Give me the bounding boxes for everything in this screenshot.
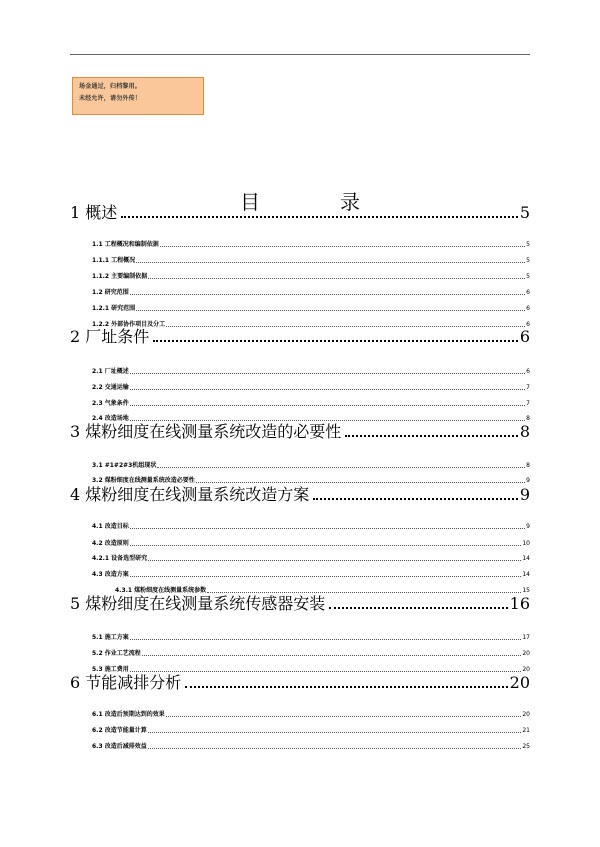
toc-leader-dots: [148, 732, 522, 733]
toc-page-number: 20: [522, 650, 530, 657]
toc-page-number: 20: [522, 666, 530, 673]
toc-leader-dots: [136, 262, 525, 263]
toc-chapter-entry[interactable]: [70, 594, 530, 614]
toc-leader-dots: [148, 278, 525, 279]
toc-entry-label: 5.1 施工方案: [92, 634, 129, 641]
toc-leader-dots: [166, 716, 522, 717]
toc-entry-label: 2 厂址条件: [70, 327, 150, 346]
toc-entry-label: 1.2.2 外部协作项目及分工: [92, 321, 166, 328]
toc-leader-dots: [130, 420, 525, 421]
toc-page-number: 21: [522, 727, 530, 734]
toc-entry-label: 1.1.2 主要编制依据: [92, 273, 148, 280]
toc-page-number: 5: [519, 203, 530, 222]
toc-entry-label: 2.1 厂址概述: [92, 368, 129, 375]
toc-page-number: 6: [526, 305, 530, 312]
toc-leader-dots: [130, 671, 522, 672]
toc-page-number: 15: [522, 587, 530, 594]
toc-entry-label: 4.3.1 煤粉细度在线测量系统参数: [115, 587, 207, 594]
toc-section-entry[interactable]: [70, 257, 530, 265]
toc-page-number: 20: [509, 673, 530, 692]
toc-entry-label: 4.3 改造方案: [92, 571, 129, 578]
toc-page-number: 16: [509, 594, 530, 613]
toc-chapter-entry[interactable]: [70, 422, 530, 442]
toc-entry-label: 3.2 煤粉细度在线测量系统改造必要性: [92, 477, 195, 484]
toc-page-number: 8: [526, 415, 530, 422]
toc-leader-dots: [130, 576, 522, 577]
toc-leader-dots: [130, 389, 525, 390]
toc-section-entry[interactable]: [70, 462, 530, 470]
toc-title-right: 录: [340, 190, 360, 214]
toc-page-number: 7: [526, 384, 530, 391]
toc-page-number: 20: [522, 711, 530, 718]
toc-entry-label: 5.3 施工费用: [92, 666, 129, 673]
toc-section-entry[interactable]: [70, 289, 530, 297]
toc-entry-label: 5 煤粉细度在线测量系统传感器安装: [70, 594, 326, 613]
toc-entry-label: 4.1 改造目标: [92, 523, 129, 530]
toc-chapter-entry[interactable]: [70, 485, 530, 505]
toc-page-number: 5: [526, 273, 530, 280]
toc-section-entry[interactable]: [70, 727, 530, 735]
toc-entry-label: 1.1 工程概况和编制依据: [92, 241, 159, 248]
toc-page-number: 6: [526, 321, 530, 328]
toc-page-number: 14: [522, 555, 530, 562]
toc-title-left: 目: [240, 190, 260, 214]
toc-leader-dots: [345, 435, 518, 437]
toc-page-number: 6: [526, 368, 530, 375]
toc-section-entry[interactable]: [70, 743, 530, 751]
toc-entry-label: 1.2.1 研究范围: [92, 305, 136, 312]
toc-entry-label: 6.2 改造节能量计算: [92, 727, 147, 734]
toc-leader-dots: [313, 498, 518, 500]
toc-entry-label: 3.1 #1#2#3机组现状: [92, 462, 157, 469]
toc-leader-dots: [130, 405, 525, 406]
toc-leader-dots: [207, 592, 521, 593]
toc-section-entry[interactable]: [70, 711, 530, 719]
toc-leader-dots: [329, 607, 507, 609]
toc-entry-label: 1 概述: [70, 203, 118, 222]
toc-page-number: 9: [526, 523, 530, 530]
toc-section-entry[interactable]: [70, 384, 530, 392]
toc-leader-dots: [130, 373, 525, 374]
toc-leader-dots: [130, 294, 525, 295]
toc-page-number: 8: [526, 462, 530, 469]
toc-chapter-entry[interactable]: [70, 673, 530, 693]
toc-entry-label: 5.2 作业工艺流程: [92, 650, 141, 657]
toc-section-entry[interactable]: [70, 477, 530, 485]
toc-section-entry[interactable]: [70, 241, 530, 249]
toc-page-number: 5: [526, 241, 530, 248]
toc-leader-dots: [157, 467, 525, 468]
toc-section-entry[interactable]: [70, 400, 530, 408]
header-rule: [70, 54, 530, 55]
toc-page-number: 5: [526, 257, 530, 264]
toc-leader-dots: [185, 686, 507, 688]
toc-leader-dots: [130, 545, 522, 546]
confidential-note: [72, 77, 204, 115]
toc-page-number: 8: [519, 422, 530, 441]
toc-entry-label: 4.2.1 设备选型研究: [92, 555, 148, 562]
toc-section-entry[interactable]: [70, 368, 530, 376]
toc-page-number: 6: [526, 289, 530, 296]
note-line-2: 未经允许，请勿外传！: [79, 95, 142, 102]
toc-entry-label: 4.2 改造原则: [92, 540, 129, 547]
toc-entry-label: 2.4 改造场地: [92, 415, 129, 422]
toc-section-entry[interactable]: [70, 540, 530, 548]
toc-leader-dots: [148, 748, 522, 749]
toc-page-number: 9: [526, 477, 530, 484]
toc-leader-dots: [142, 655, 522, 656]
toc-section-entry[interactable]: [70, 305, 530, 313]
toc-page-number: 7: [526, 400, 530, 407]
toc-entry-label: 3 煤粉细度在线测量系统改造的必要性: [70, 422, 342, 441]
toc-entry-label: 6.3 改造后减排效益: [92, 743, 147, 750]
toc-entry-label: 1.2 研究范围: [92, 289, 129, 296]
toc-chapter-entry[interactable]: [70, 327, 530, 347]
toc-page-number: 14: [522, 571, 530, 578]
toc-leader-dots: [121, 216, 518, 218]
toc-section-entry[interactable]: [70, 273, 530, 281]
toc-section-entry[interactable]: [70, 571, 530, 579]
toc-leader-dots: [153, 340, 518, 342]
toc-leader-dots: [148, 560, 521, 561]
toc-section-entry[interactable]: [70, 523, 530, 531]
toc-entry-label: 6 节能减排分析: [70, 673, 182, 692]
toc-page-number: 10: [522, 540, 530, 547]
toc-leader-dots: [196, 482, 525, 483]
toc-entry-label: 2.2 交通运输: [92, 384, 129, 391]
toc-leader-dots: [130, 528, 525, 529]
toc-entry-label: 4 煤粉细度在线测量系统改造方案: [70, 485, 310, 504]
toc-leader-dots: [160, 246, 525, 247]
toc-page-number: 9: [519, 485, 530, 504]
toc-entry-label: 2.3 气象条件: [92, 400, 129, 407]
toc-chapter-entry[interactable]: [70, 203, 530, 223]
toc-leader-dots: [136, 310, 525, 311]
toc-section-entry[interactable]: [70, 555, 530, 563]
toc-leader-dots: [130, 639, 522, 640]
note-line-1: 场金通过，归档黎用。: [79, 83, 142, 90]
toc-entry-label: 6.1 改造后预期达到的效果: [92, 711, 165, 718]
toc-entry-label: 1.1.1 工程概况: [92, 257, 136, 264]
toc-page-number: 17: [522, 634, 530, 641]
toc-section-entry[interactable]: [70, 650, 530, 658]
toc-page-number: 25: [522, 743, 530, 750]
toc-page-number: 6: [519, 327, 530, 346]
toc-section-entry[interactable]: [70, 634, 530, 642]
